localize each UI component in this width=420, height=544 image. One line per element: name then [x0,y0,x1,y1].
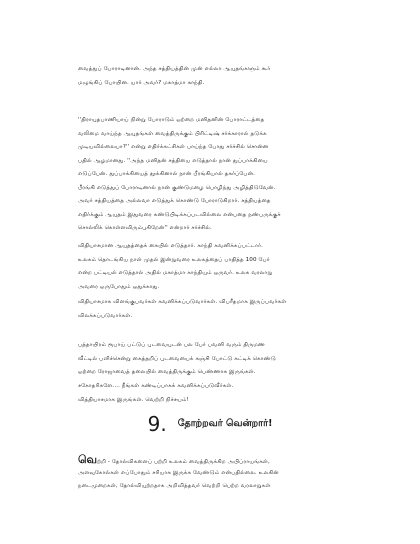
paragraph-5 [78,339,363,393]
drop-cap: வெ [78,453,98,466]
text-line: என்ற பட்டியல் எடுத்தால் அதில் மகாத்மா காந்தியும் ஒருவர். உலக வரலாறு [78,270,273,276]
text-line: சொல்லிக் கொள்ளவிரும்புகிறேன்'' என்றார் சர்ச்சில். [78,225,212,231]
text-line: ஒற்றை ரோஜாவைத் தலையில் வைத்திருக்கும் பெண்ணாக இருங்கள். [78,369,256,375]
paragraph-4 [78,296,363,323]
text-line: சகோதரிகளே.... நீங்கள் கண்டிப்பாகக் கவனிக்கப்படுவீர்கள். [78,382,234,389]
text-line: வீட்டில் பளிச்சென்று கைத்தறிப் புடவையைக் கஞ்சி போட்டு கட்டிக் கொண்டு [78,355,276,362]
text-line: முடியவில்லையா?'' என்று எதிர்க்கட்சிகள் பாய்ந்த போது சர்ச்சில் சொன்ன [78,144,269,150]
paragraph-2 [78,114,363,236]
text-line: விதியாசமாக விளங்குபவர்கள் கவனிக்கப்படுவார்கள். விபரீதமாக இருப்பவர்கள் [78,299,287,305]
text-line: நடைமுறைகள், தோல்வியுற்றதாக அறிவித்தவர் வெற்றி பெற்ற வரலாறுகள் [78,483,271,489]
text-line: உலகம் தொடங்கிய நாள் முதல் இன்றுவரை உலகத்தைப் பாதித்த 100 பேர் [78,256,270,263]
paragraph-1 [78,63,363,90]
paragraph-3 [78,240,363,294]
text-line: விதியாசமான ஆயுதத்தைக் கையில் எடுத்தார். காந்தி கவனிக்கப்பட்டார். [78,243,264,249]
text-line: எடுப்பேன். துப்பாக்கியைத் தூக்கினால் நான் பீரங்கியால் தகர்ப்பேன். [78,171,256,177]
text-line: பத்தாயிரம் ரூபாய் பட்டுப் புடவையுடன் பல பேர் பவனி வரும் திருமண [78,342,266,348]
chapter-title: தோற்றவர் வென்றார்! [177,418,273,429]
chapter-number: 9. [147,412,167,436]
text-line: வித்தியாசமாக இருங்கள். வெற்றி நிச்சயம்! [78,397,189,403]
text-line: வைத்துப் போராடினான். அந்த சத்தியத்தின் முன் எல்லா ஆயுதங்களும் கூர் [78,66,271,72]
text-line: ''திராயுதபாணியாய் நின்று போராடும் ஒற்றை மனிதனின் போராட்டத்தை [78,117,265,123]
chapter-heading [0,412,420,436]
paragraph-6 [78,394,363,408]
text-line-rest: ற்றி - தோல்விகளைப் பற்றி உலகம் வைத்திருக்கிற அபிப்ராயங்கள், [97,459,270,465]
text-line: விலக்கப்படுவார்கள். [78,312,133,319]
text-line: அளவுகோல்கள் எப்போதும் சரியாக இருக்க வேண்டும் என்பதில்லை. உலகின் [78,469,279,476]
closing-paragraph [78,453,363,494]
text-line: அவர் சத்தியத்தை அல்லவா எடுத்துக் கொண்டு போராடுகிறார். சத்தியத்தை [78,198,271,204]
text-line: எதிர்க்கும் ஆயுதம் இதுவரை கண்டுபிடிக்கப்படவில்லை என்பதை நண்பருக்குச் [78,211,281,218]
text-line: மழுங்கிப் போயின. யார் அவர்? மகாத்மா காந்தி. [78,79,205,86]
text-line: அவரை ஒருபோதும் ஒதுக்காது. [78,283,160,290]
text-line: பதில் ஆழமானது. ''அந்த மனிதன் சத்தியை எடுத்தால் நான் துப்பாக்கியை [78,157,268,164]
text-line: வலிமை வாய்ந்த ஆயுதங்கள் வைத்திருக்கும் பிரிட்டிஷ் சர்க்காரால் தடுக்க [78,130,267,137]
text-line [78,453,363,467]
text-line: பீரங்கி எடுத்துப் போராடினால் நான் குண்டுமழை பொழிந்து அழித்திடுவேன். [78,184,276,191]
